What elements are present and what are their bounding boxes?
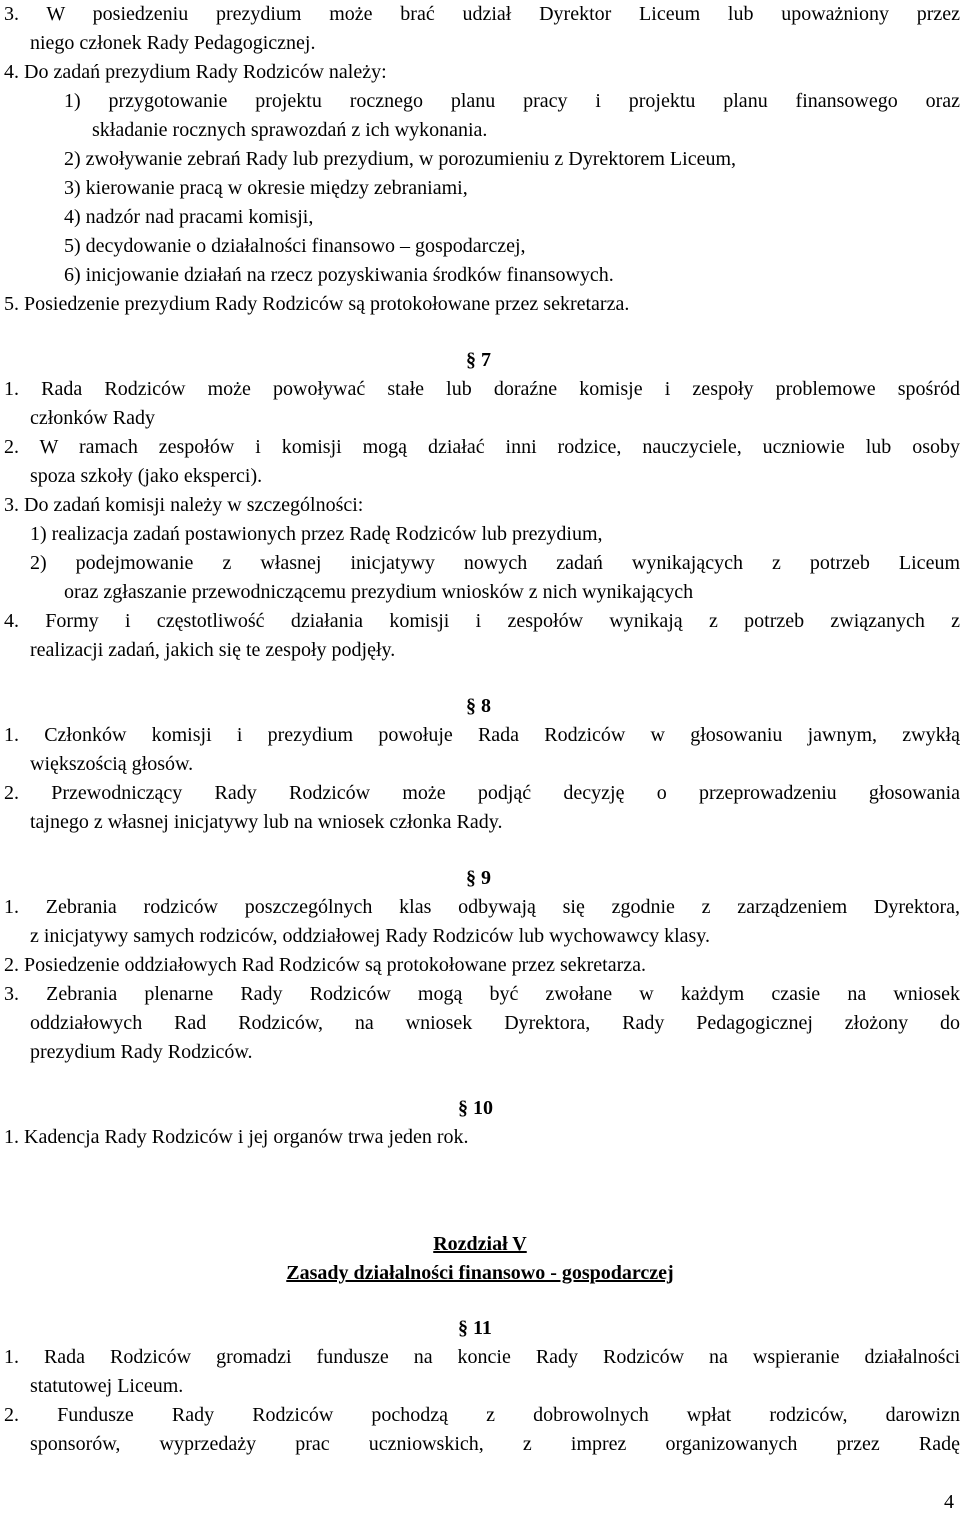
section-heading-10 [458,1094,493,1123]
item-4-1-line-2: składanie rocznych sprawozdań z ich wykonania. [92,119,488,141]
s7-item-3-1: 1) realizacja zadań postawionych przez Radę Rodziców lub prezydium, [30,523,603,545]
paragraph-4: 4. Do zadań prezydium Rady Rodziców należy: [4,61,387,83]
s9-item-2: 2. Posiedzenie oddziałowych Rad Rodziców są protokołowane przez sekretarza. [4,954,646,976]
section-number: 7 [481,349,491,371]
section-mark: § [458,1317,468,1339]
s7-item-3: 3. Do zadań komisji należy w szczególności: [4,494,364,516]
s9-item-3-line-2: oddziałowych Rad Rodziców, na wniosek Dyrektora, Rady Pedagogicznej złożony do [30,1012,960,1034]
s7-item-1-line-1: 1. Rada Rodziców może powoływać stałe lub doraźne komisje i zespoły problemowe spośród [4,378,960,400]
paragraph-3-line-1: 3. W posiedzeniu prezydium może brać udział Dyrektor Liceum lub upoważniony przez [4,3,960,25]
s9-item-1-line-2: z inicjatywy samych rodziców, oddziałowej Rady Rodziców lub wychowawcy klasy. [30,925,710,947]
section-number: 10 [473,1097,493,1119]
section-number: 9 [481,867,491,889]
s7-item-4-line-1: 4. Formy i częstotliwość działania komisji i zespołów wynikają z potrzeb związanych z [4,610,960,632]
item-4-4: 4) nadzór nad pracami komisji, [64,206,314,228]
s7-item-2-line-1: 2. W ramach zespołów i komisji mogą działać inni rodzice, nauczyciele, uczniowie lub osoby [4,436,960,458]
s7-item-3-2-line-2: oraz zgłaszanie przewodniczącemu prezydium wniosków z nich wynikających [64,581,694,603]
chapter-heading: Rozdział V [433,1233,527,1255]
s7-item-1-line-2: członków Rady [30,407,155,429]
s8-item-2-line-1: 2. Przewodniczący Rady Rodziców może podjąć decyzję o przeprowadzeniu głosowania [4,782,960,804]
item-4-6: 6) inicjowanie działań na rzecz pozyskiwania środków finansowych. [64,264,614,286]
section-mark: § [466,349,476,371]
section-heading-9 [466,864,491,893]
s8-item-1-line-1: 1. Członków komisji i prezydium powołuje Rada Rodziców w głosowaniu jawnym, zwykłą [4,724,960,746]
section-number: 8 [481,695,491,717]
paragraph-5: 5. Posiedzenie prezydium Rady Rodziców są protokołowane przez sekretarza. [4,293,630,315]
s9-item-3-line-3: prezydium Rady Rodziców. [30,1041,253,1063]
chapter-title: Zasady działalności finansowo - gospodarczej [286,1262,674,1284]
s7-item-2-line-2: spoza szkoły (jako eksperci). [30,465,263,487]
section-mark: § [466,867,476,889]
s11-item-2-line-2: sponsorów, wyprzedaży prac uczniowskich, z imprez organizowanych przez Radę [30,1433,960,1455]
item-4-2: 2) zwoływanie zebrań Rady lub prezydium, w porozumieniu z Dyrektorem Liceum, [64,148,737,170]
s11-item-2-line-1: 2. Fundusze Rady Rodziców pochodzą z dobrowolnych wpłat rodziców, darowizn [4,1404,960,1426]
item-4-1-line-1: 1) przygotowanie projektu rocznego planu pracy i projektu planu finansowego oraz [64,90,960,112]
s8-item-1-line-2: większością głosów. [30,753,194,775]
s10-item-1: 1. Kadencja Rady Rodziców i jej organów trwa jeden rok. [4,1126,469,1148]
section-mark: § [458,1097,468,1119]
section-number: 11 [473,1317,492,1339]
s11-item-1-line-1: 1. Rada Rodziców gromadzi fundusze na koncie Rady Rodziców na wspieranie działalności [4,1346,960,1368]
section-mark: § [466,695,476,717]
section-heading-8 [466,692,491,721]
section-heading-11 [458,1314,492,1343]
s8-item-2-line-2: tajnego z własnej inicjatywy lub na wniosek członka Rady. [30,811,503,833]
s9-item-1-line-1: 1. Zebrania rodziców poszczególnych klas odbywają się zgodnie z zarządzeniem Dyrektora, [4,896,960,918]
s11-item-1-line-2: statutowej Liceum. [30,1375,184,1397]
s9-item-3-line-1: 3. Zebrania plenarne Rady Rodziców mogą być zwołane w każdym czasie na wniosek [4,983,960,1005]
paragraph-3-line-2: niego członek Rady Pedagogicznej. [30,32,316,54]
page-number: 4 [944,1491,954,1513]
section-heading-7 [466,346,491,375]
s7-item-3-2-line-1: 2) podejmowanie z własnej inicjatywy nowych zadań wynikających z potrzeb Liceum [30,552,960,574]
s7-item-4-line-2: realizacji zadań, jakich się te zespoły podjęły. [30,639,396,661]
item-4-3: 3) kierowanie pracą w okresie między zebraniami, [64,177,468,199]
item-4-5: 5) decydowanie o działalności finansowo – gospodarczej, [64,235,526,257]
